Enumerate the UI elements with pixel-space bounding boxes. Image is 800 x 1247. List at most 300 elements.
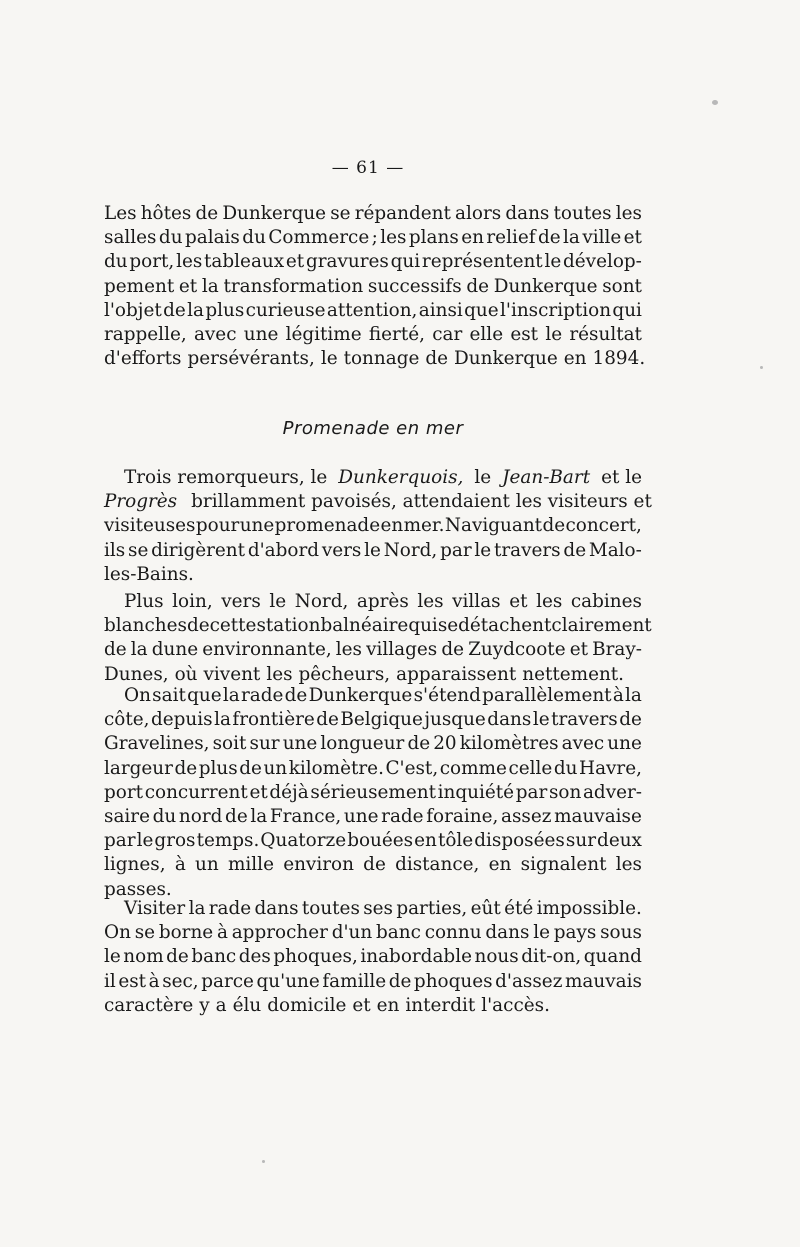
text-line [104, 323, 642, 347]
word: avec [561, 733, 605, 755]
word: environnante, [202, 639, 332, 661]
word: de [239, 757, 262, 779]
word: pement [104, 275, 175, 297]
word: se [437, 615, 459, 637]
text-line [104, 539, 642, 563]
word: successifs [367, 275, 462, 297]
word: rade [381, 805, 424, 827]
word: et [569, 639, 588, 661]
word: une [607, 733, 642, 755]
word: France, [269, 805, 342, 827]
paragraph-4 [104, 684, 642, 902]
ship-name: Progrès [104, 491, 178, 513]
word: de [163, 299, 186, 321]
word: de [388, 970, 412, 992]
word: dans [505, 203, 550, 224]
word: ville [582, 227, 622, 249]
word: de [104, 639, 127, 661]
word: depuis [150, 709, 213, 731]
word: assez [500, 805, 552, 827]
word: toutes [553, 203, 612, 224]
word: foraine, [426, 805, 499, 827]
word: l'inscription [500, 299, 612, 321]
word: bouées [347, 830, 414, 852]
text-line [104, 347, 646, 371]
word: concert, [565, 515, 642, 537]
word: station [256, 615, 321, 637]
word: sait [152, 685, 186, 706]
word: et [509, 591, 528, 612]
word: impossible. [536, 898, 642, 919]
word: une [343, 805, 379, 827]
word: frontière [232, 709, 315, 731]
word: ses [363, 898, 393, 919]
word: les-Bains. [104, 563, 194, 585]
word: de [225, 805, 248, 827]
word: le [545, 323, 563, 345]
word: tableaux [204, 251, 285, 273]
word: C'est, [385, 757, 439, 779]
word: s'étend [413, 685, 481, 706]
paper-speck [760, 366, 763, 369]
word: inabordable [360, 946, 472, 968]
word: salles [104, 227, 157, 249]
word: de [363, 854, 386, 876]
word: une [243, 323, 279, 345]
word: port, [129, 251, 175, 273]
word: soit [212, 733, 247, 755]
text-line [104, 829, 642, 853]
word: hôtes [140, 203, 192, 224]
word: que [187, 685, 222, 706]
word: concurrent [144, 781, 248, 803]
text-line [104, 897, 642, 921]
word: Dunkerque [454, 348, 558, 370]
word: parties, [396, 898, 468, 919]
word: celle [508, 757, 553, 779]
word: famille [322, 970, 387, 992]
word: y [199, 994, 210, 1016]
word: le [474, 539, 492, 561]
word: qui [612, 299, 642, 321]
word: sec, [162, 970, 199, 992]
word: des [238, 946, 271, 968]
word: les [417, 591, 444, 612]
word: sous [600, 922, 642, 944]
word: de [425, 348, 449, 370]
word: la [201, 275, 219, 297]
paragraph-2 [104, 466, 652, 587]
word: en [461, 227, 484, 249]
word: Malo- [588, 539, 642, 561]
word: palais [184, 227, 240, 249]
word: côte, [104, 709, 150, 731]
word: mille [227, 854, 274, 876]
word: mauvais [564, 970, 642, 992]
word: toutes [301, 898, 360, 919]
word: banc [376, 922, 421, 944]
ship-name: Jean-Bart [502, 467, 591, 488]
word: Bray- [592, 639, 642, 661]
word: villages [366, 639, 438, 661]
word: qui [408, 615, 438, 637]
text-line [104, 638, 642, 662]
word: banc [191, 946, 237, 968]
word: ainsi [418, 299, 463, 321]
word: dans [485, 922, 530, 944]
word: comme [439, 757, 507, 779]
word: tôle [437, 830, 474, 852]
word: dans [254, 898, 299, 919]
word: a [215, 994, 227, 1016]
word: disposées [474, 830, 565, 852]
word: en [563, 348, 587, 370]
text-line [104, 514, 642, 538]
word: qu'une [256, 970, 320, 992]
word: la [214, 709, 231, 731]
word: Les [104, 203, 137, 224]
word: transformation [223, 275, 364, 297]
word: les [266, 663, 293, 685]
word: interdit [405, 994, 476, 1016]
word: ; [371, 227, 378, 249]
word: vivent [203, 663, 261, 685]
word: de [166, 946, 189, 968]
word: approcher [231, 922, 328, 944]
word: Nord, [294, 591, 349, 612]
word: phoques [413, 970, 493, 992]
word: la [250, 805, 268, 827]
word: Gravelines, [104, 733, 210, 755]
word: attention, [326, 299, 418, 321]
word: Dunkerque [222, 203, 327, 224]
word: villas [452, 591, 501, 612]
text-line [104, 732, 642, 756]
word: est [118, 970, 147, 992]
word: pour [195, 515, 240, 537]
word: parallèlement [482, 685, 612, 706]
word: du [158, 227, 183, 249]
word: domicile [267, 994, 347, 1016]
word: Quatorze [260, 830, 347, 852]
word: un [195, 854, 219, 876]
text-line [104, 563, 642, 587]
word: en [488, 854, 512, 876]
word: une [282, 733, 318, 755]
word: été [504, 898, 534, 919]
word: balnéaire [320, 615, 409, 637]
text-line [104, 684, 642, 708]
text-line [104, 202, 642, 226]
word: dune [151, 639, 199, 661]
word: nom [123, 946, 164, 968]
text-line [104, 853, 642, 877]
word: est [510, 323, 539, 345]
word: 1894. [592, 348, 646, 370]
word: temps. [196, 830, 260, 852]
word: déjà [269, 781, 309, 803]
word: plans [408, 227, 459, 249]
word: d'efforts [104, 348, 182, 370]
word: Zuydcoote [468, 639, 566, 661]
word: le [320, 348, 338, 370]
word: plus [198, 757, 238, 779]
word: largeur [104, 757, 173, 779]
paper-speck [262, 1160, 265, 1163]
word: sont [602, 275, 642, 297]
word: où [174, 663, 198, 685]
word: avec [193, 323, 237, 345]
word: rade [240, 685, 284, 706]
paragraph-3 [104, 590, 652, 687]
text-line [104, 250, 642, 274]
word: de [407, 733, 431, 755]
word: que [464, 299, 499, 321]
text-line [104, 945, 642, 969]
word: Dunkerque [493, 275, 598, 297]
word: rappelle, [104, 323, 187, 345]
word: cabines [570, 591, 642, 612]
word: connu [424, 922, 482, 944]
word: sérieusement [310, 781, 436, 803]
word: car [432, 323, 463, 345]
word: son [548, 781, 582, 803]
word: parce [201, 970, 254, 992]
word: répandent [354, 203, 451, 224]
word: quand [583, 946, 642, 968]
paragraph-1 [104, 202, 646, 371]
word: le [533, 922, 550, 944]
text-line [104, 614, 652, 638]
word: du [104, 251, 128, 273]
word: visiteuses [104, 515, 196, 537]
word: adver- [582, 781, 642, 803]
text-line [104, 590, 642, 614]
word: phoques, [273, 946, 358, 968]
word: distance, [395, 854, 480, 876]
word: à [174, 854, 186, 876]
word: gravures [305, 251, 389, 273]
word: les [615, 854, 642, 876]
word: relief [486, 227, 536, 249]
word: longueur [320, 733, 405, 755]
word: à [216, 922, 228, 944]
paragraph-5 [104, 897, 642, 1018]
word: On [104, 922, 131, 944]
word: sur [565, 830, 596, 852]
word: représentent [421, 251, 543, 273]
text-line [104, 275, 642, 299]
word: rade [208, 898, 252, 919]
word: en [414, 830, 437, 852]
word: la [188, 898, 206, 919]
word: de [537, 227, 561, 249]
word: nettement. [522, 663, 625, 685]
word: On [124, 685, 151, 706]
word: en [380, 515, 404, 537]
word: l'accès. [481, 994, 550, 1016]
word: par [440, 539, 472, 561]
text-line [104, 994, 642, 1018]
word: curieuse [245, 299, 326, 321]
word: vers [221, 591, 261, 612]
word: saire [104, 805, 150, 827]
text-segment: le [474, 467, 492, 488]
word: Nord, [383, 539, 438, 561]
word: de [441, 639, 464, 661]
word: pays [553, 922, 597, 944]
word: le [104, 946, 121, 968]
word: travers [551, 709, 618, 731]
word: de [284, 685, 308, 706]
word: deux [597, 830, 642, 852]
word: les [536, 591, 563, 612]
word: de [174, 757, 198, 779]
word: Belgique [340, 709, 423, 731]
word: en [376, 994, 400, 1016]
word: pêcheurs, [298, 663, 391, 685]
word: signalent [520, 854, 607, 876]
word: vers [321, 539, 362, 561]
word: de [316, 709, 339, 731]
word: par [515, 781, 548, 803]
word: dans [487, 709, 532, 731]
section-heading: Promenade en mer [282, 418, 464, 439]
text-line [104, 921, 642, 945]
word: de [619, 709, 642, 731]
word: du [553, 757, 578, 779]
word: se [134, 922, 156, 944]
word: se [128, 539, 149, 561]
word: les [176, 251, 203, 273]
word: de [195, 203, 219, 224]
word: la [130, 639, 148, 661]
word: et [178, 275, 198, 297]
word: Plus [124, 591, 164, 612]
word: il [104, 970, 116, 992]
word: Dunkerque [308, 685, 413, 706]
word: eût [470, 898, 501, 919]
word: Commerce [268, 227, 370, 249]
word: de [466, 275, 490, 297]
word: une [239, 515, 275, 537]
word: un [263, 757, 288, 779]
word: Naviguant [444, 515, 543, 537]
word: les [615, 203, 642, 224]
text-line [104, 805, 642, 829]
word: à [612, 685, 624, 706]
word: dirigèrent [151, 539, 246, 561]
word: kilomètres [459, 733, 559, 755]
word: nord [178, 805, 223, 827]
text-segment: et le [601, 467, 642, 488]
word: Havre, [579, 757, 642, 779]
word: élu [232, 994, 262, 1016]
word: après [356, 591, 409, 612]
word: la [187, 299, 204, 321]
word: dévelop- [563, 251, 642, 273]
word: loin, [172, 591, 213, 612]
word: les [335, 639, 362, 661]
word: jusque [424, 709, 486, 731]
word: clairement [551, 615, 652, 637]
word: le [269, 591, 287, 612]
word: inquiété [437, 781, 515, 803]
page-number: — 61 — [331, 158, 405, 178]
word: à [148, 970, 160, 992]
word: le [544, 251, 562, 273]
word: le [136, 830, 154, 852]
text-line [104, 708, 642, 732]
word: d'assez [495, 970, 563, 992]
word: de [542, 515, 566, 537]
word: alors [455, 203, 502, 224]
word: kilomètre. [288, 757, 384, 779]
text-line [104, 226, 642, 250]
word: qui [390, 251, 421, 273]
word: fierté, [368, 323, 425, 345]
word: persévérants, [187, 348, 315, 370]
word: et [249, 781, 268, 803]
word: mauvaise [554, 805, 642, 827]
text-segment: Trois remorqueurs, le [124, 467, 328, 488]
word: l'objet [104, 299, 162, 321]
word: légitime [285, 323, 362, 345]
word: port [104, 781, 144, 803]
word: plus [205, 299, 245, 321]
word: nous [474, 946, 519, 968]
word: lignes, [104, 854, 166, 876]
word: caractère [104, 994, 194, 1016]
word: du [242, 227, 266, 249]
word: blanches [104, 615, 187, 637]
word: le [364, 539, 381, 561]
word: détachent [458, 615, 552, 637]
word: la [222, 685, 240, 706]
word: les [380, 227, 407, 249]
word: apparaissent [396, 663, 517, 685]
word: se [330, 203, 351, 224]
text-line [104, 781, 642, 805]
text-line [104, 970, 642, 994]
word: et [623, 227, 642, 249]
word: tonnage [343, 348, 420, 370]
text-line [104, 466, 642, 490]
text-segment: brillamment pavoisés, attendaient les visiteurs et [191, 491, 652, 513]
word: par [104, 830, 136, 852]
word: la [625, 685, 642, 706]
word: et [352, 994, 371, 1016]
word: d'un [331, 922, 373, 944]
word: dit-on, [521, 946, 582, 968]
text-line [104, 299, 642, 323]
word: Dunes, [104, 663, 169, 685]
word: et [285, 251, 305, 273]
word: promenade [274, 515, 381, 537]
word: gros [154, 830, 196, 852]
word: travers [493, 539, 561, 561]
text-line [104, 490, 652, 514]
word: environ [283, 854, 354, 876]
text-line [104, 757, 642, 781]
word: passes. [104, 878, 172, 900]
word: du [152, 805, 177, 827]
word: de [563, 539, 587, 561]
word: sur [249, 733, 280, 755]
word: d'abord [247, 539, 320, 561]
word: Visiter [124, 898, 186, 919]
word: résultat [569, 323, 642, 345]
